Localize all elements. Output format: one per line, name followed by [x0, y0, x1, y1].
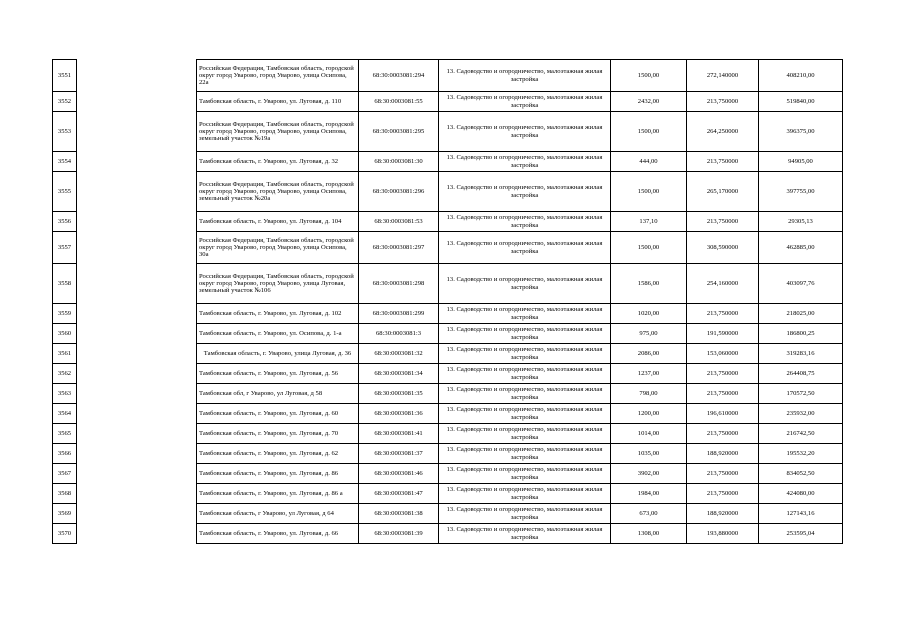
table-row [53, 60, 843, 92]
cadastral-number-cell: 68:30:0003081:296 [359, 172, 439, 212]
area-cell: 444,00 [611, 152, 687, 172]
table-row [53, 232, 843, 264]
land-use-cell: 13. Садоводство и огородничество, малоэтажная жилая застройка [439, 344, 611, 364]
cadastral-value-cell: 424080,00 [759, 484, 843, 504]
spacer-cell [77, 344, 197, 364]
area-cell: 1014,00 [611, 424, 687, 444]
cadastral-value-cell: 127143,16 [759, 504, 843, 524]
specific-value-cell: 153,060000 [687, 344, 759, 364]
area-cell: 1035,00 [611, 444, 687, 464]
cadastral-number-cell: 68:30:0003081:36 [359, 404, 439, 424]
address-cell: Тамбовская обл, г Уварово, ул Луговая, д 58 [197, 384, 359, 404]
area-cell: 1200,00 [611, 404, 687, 424]
area-cell: 1020,00 [611, 304, 687, 324]
table-row [53, 152, 843, 172]
land-use-cell: 13. Садоводство и огородничество, малоэтажная жилая застройка [439, 92, 611, 112]
land-use-cell: 13. Садоводство и огородничество, малоэтажная жилая застройка [439, 424, 611, 444]
address-cell: Тамбовская область, г. Уварово, ул. Луговая, д. 60 [197, 404, 359, 424]
table-row [53, 172, 843, 212]
area-cell: 2432,00 [611, 92, 687, 112]
cadastral-value-cell: 218025,00 [759, 304, 843, 324]
specific-value-cell: 193,880000 [687, 524, 759, 544]
area-cell: 1500,00 [611, 232, 687, 264]
cadastral-number-cell: 68:30:0003081:294 [359, 60, 439, 92]
cadastral-number-cell: 68:30:0003081:41 [359, 424, 439, 444]
cadastral-value-cell: 519840,00 [759, 92, 843, 112]
cadastral-number-cell: 68:30:0003081:55 [359, 92, 439, 112]
land-use-cell: 13. Садоводство и огородничество, малоэтажная жилая застройка [439, 364, 611, 384]
spacer-cell [77, 152, 197, 172]
spacer-cell [77, 232, 197, 264]
area-cell: 798,00 [611, 384, 687, 404]
row-number-cell: 3560 [53, 324, 77, 344]
address-cell: Российская Федерация, Тамбовская область, городской округ город Уварово, город Уварово, улица Осипова, 30а [197, 232, 359, 264]
land-use-cell: 13. Садоводство и огородничество, малоэтажная жилая застройка [439, 524, 611, 544]
row-number-cell: 3552 [53, 92, 77, 112]
spacer-cell [77, 264, 197, 304]
cadastral-number-cell: 68:30:0003081:30 [359, 152, 439, 172]
specific-value-cell: 188,920000 [687, 444, 759, 464]
area-cell: 1500,00 [611, 60, 687, 92]
address-cell: Тамбовская область, г. Уварово, ул. Осипова, д. 1-а [197, 324, 359, 344]
area-cell: 975,00 [611, 324, 687, 344]
specific-value-cell: 213,750000 [687, 424, 759, 444]
address-cell: Российская Федерация, Тамбовская область, городской округ город Уварово, город Уварово, улица Осипова, земельный участок №20а [197, 172, 359, 212]
table-row [53, 212, 843, 232]
specific-value-cell: 191,590000 [687, 324, 759, 344]
cadastral-number-cell: 68:30:0003081:3 [359, 324, 439, 344]
specific-value-cell: 213,750000 [687, 484, 759, 504]
specific-value-cell: 213,750000 [687, 212, 759, 232]
land-use-cell: 13. Садоводство и огородничество, малоэтажная жилая застройка [439, 484, 611, 504]
table-row [53, 424, 843, 444]
cadastral-value-cell: 264408,75 [759, 364, 843, 384]
area-cell: 2086,00 [611, 344, 687, 364]
spacer-cell [77, 404, 197, 424]
area-cell: 1500,00 [611, 112, 687, 152]
table-row [53, 112, 843, 152]
address-cell: Тамбовская область, г. Уварово, ул. Луговая, д. 32 [197, 152, 359, 172]
specific-value-cell: 213,750000 [687, 92, 759, 112]
cadastral-value-cell: 408210,00 [759, 60, 843, 92]
cadastral-value-cell: 319283,16 [759, 344, 843, 364]
specific-value-cell: 213,750000 [687, 152, 759, 172]
specific-value-cell: 188,920000 [687, 504, 759, 524]
land-use-cell: 13. Садоводство и огородничество, малоэтажная жилая застройка [439, 112, 611, 152]
row-number-cell: 3565 [53, 424, 77, 444]
table-row [53, 504, 843, 524]
area-cell: 1984,00 [611, 484, 687, 504]
row-number-cell: 3567 [53, 464, 77, 484]
cadastral-number-cell: 68:30:0003081:34 [359, 364, 439, 384]
row-number-cell: 3555 [53, 172, 77, 212]
cadastral-value-cell: 403097,76 [759, 264, 843, 304]
spacer-cell [77, 464, 197, 484]
cadastral-value-cell: 834052,50 [759, 464, 843, 484]
specific-value-cell: 308,590000 [687, 232, 759, 264]
row-number-cell: 3569 [53, 504, 77, 524]
row-number-cell: 3563 [53, 384, 77, 404]
area-cell: 1237,00 [611, 364, 687, 384]
cadastral-number-cell: 68:30:0003081:32 [359, 344, 439, 364]
row-number-cell: 3557 [53, 232, 77, 264]
cadastral-value-cell: 396375,00 [759, 112, 843, 152]
spacer-cell [77, 364, 197, 384]
spacer-cell [77, 484, 197, 504]
row-number-cell: 3568 [53, 484, 77, 504]
cadastral-number-cell: 68:30:0003081:295 [359, 112, 439, 152]
table-row [53, 364, 843, 384]
land-use-cell: 13. Садоводство и огородничество, малоэтажная жилая застройка [439, 384, 611, 404]
address-cell: Российская Федерация, Тамбовская область, городской округ город Уварово, город Уварово, улица Осипова, земельный участок №19а [197, 112, 359, 152]
land-use-cell: 13. Садоводство и огородничество, малоэтажная жилая застройка [439, 212, 611, 232]
land-use-cell: 13. Садоводство и огородничество, малоэтажная жилая застройка [439, 444, 611, 464]
spacer-cell [77, 324, 197, 344]
address-cell: Тамбовская область, г. Уварово, ул. Луговая, д. 62 [197, 444, 359, 464]
area-cell: 673,00 [611, 504, 687, 524]
table-row [53, 344, 843, 364]
land-use-cell: 13. Садоводство и огородничество, малоэтажная жилая застройка [439, 264, 611, 304]
spacer-cell [77, 384, 197, 404]
address-cell: Тамбовская область, г. Уварово, ул. Луговая, д. 56 [197, 364, 359, 384]
table-row [53, 404, 843, 424]
specific-value-cell: 254,160000 [687, 264, 759, 304]
specific-value-cell: 196,610000 [687, 404, 759, 424]
address-cell: Тамбовская область, г Уварово, ул Луговая, д 64 [197, 504, 359, 524]
land-use-cell: 13. Садоводство и огородничество, малоэтажная жилая застройка [439, 152, 611, 172]
table-row [53, 384, 843, 404]
area-cell: 137,10 [611, 212, 687, 232]
row-number-cell: 3551 [53, 60, 77, 92]
spacer-cell [77, 112, 197, 152]
spacer-cell [77, 444, 197, 464]
cadastral-number-cell: 68:30:0003081:299 [359, 304, 439, 324]
specific-value-cell: 213,750000 [687, 304, 759, 324]
address-cell: Тамбовская область, г. Уварово, ул. Луговая, д. 104 [197, 212, 359, 232]
cadastral-number-cell: 68:30:0003081:37 [359, 444, 439, 464]
address-cell: Тамбовская область, г. Уварово, ул. Луговая, д. 86 а [197, 484, 359, 504]
cadastral-value-cell: 397755,00 [759, 172, 843, 212]
cadastral-number-cell: 68:30:0003081:46 [359, 464, 439, 484]
land-use-cell: 13. Садоводство и огородничество, малоэтажная жилая застройка [439, 232, 611, 264]
table-row [53, 264, 843, 304]
land-plot-register-table [52, 59, 843, 544]
cadastral-value-cell: 29305,13 [759, 212, 843, 232]
row-number-cell: 3564 [53, 404, 77, 424]
spacer-cell [77, 60, 197, 92]
area-cell: 1586,00 [611, 264, 687, 304]
table-row [53, 464, 843, 484]
row-number-cell: 3561 [53, 344, 77, 364]
cadastral-number-cell: 68:30:0003081:47 [359, 484, 439, 504]
table-row [53, 324, 843, 344]
cadastral-number-cell: 68:30:0003081:298 [359, 264, 439, 304]
table-row [53, 524, 843, 544]
row-number-cell: 3570 [53, 524, 77, 544]
cadastral-value-cell: 235932,00 [759, 404, 843, 424]
address-cell: Российская Федерация, Тамбовская область, городской округ город Уварово, город Уварово, улица Луговая, земельный участок №106 [197, 264, 359, 304]
row-number-cell: 3558 [53, 264, 77, 304]
area-cell: 3902,00 [611, 464, 687, 484]
specific-value-cell: 213,750000 [687, 364, 759, 384]
specific-value-cell: 264,250000 [687, 112, 759, 152]
row-number-cell: 3566 [53, 444, 77, 464]
land-use-cell: 13. Садоводство и огородничество, малоэтажная жилая застройка [439, 504, 611, 524]
spacer-cell [77, 304, 197, 324]
specific-value-cell: 213,750000 [687, 464, 759, 484]
row-number-cell: 3559 [53, 304, 77, 324]
row-number-cell: 3556 [53, 212, 77, 232]
specific-value-cell: 272,140000 [687, 60, 759, 92]
row-number-cell: 3562 [53, 364, 77, 384]
spacer-cell [77, 504, 197, 524]
cadastral-number-cell: 68:30:0003081:38 [359, 504, 439, 524]
table-row [53, 484, 843, 504]
row-number-cell: 3554 [53, 152, 77, 172]
cadastral-number-cell: 68:30:0003081:39 [359, 524, 439, 544]
spacer-cell [77, 92, 197, 112]
spacer-cell [77, 212, 197, 232]
address-cell: Тамбовская область, г. Уварово, ул. Луговая, д. 102 [197, 304, 359, 324]
spacer-cell [77, 172, 197, 212]
cadastral-value-cell: 253595,04 [759, 524, 843, 544]
address-cell: Тамбовская область, г. Уварово, ул. Луговая, д. 70 [197, 424, 359, 444]
spacer-cell [77, 424, 197, 444]
land-use-cell: 13. Садоводство и огородничество, малоэтажная жилая застройка [439, 404, 611, 424]
address-cell: Тамбовская область, г. Уварово, улица Луговая, д. 36 [197, 344, 359, 364]
cadastral-value-cell: 94905,00 [759, 152, 843, 172]
cadastral-number-cell: 68:30:0003081:297 [359, 232, 439, 264]
cadastral-value-cell: 216742,50 [759, 424, 843, 444]
address-cell: Тамбовская область, г. Уварово, ул. Луговая, д. 86 [197, 464, 359, 484]
cadastral-number-cell: 68:30:0003081:53 [359, 212, 439, 232]
address-cell: Тамбовская область, г. Уварово, ул. Луговая, д. 110 [197, 92, 359, 112]
table-body [53, 60, 843, 544]
address-cell: Тамбовская область, г. Уварово, ул. Луговая, д. 66 [197, 524, 359, 544]
cadastral-value-cell: 462885,00 [759, 232, 843, 264]
cadastral-value-cell: 170572,50 [759, 384, 843, 404]
area-cell: 1308,00 [611, 524, 687, 544]
land-use-cell: 13. Садоводство и огородничество, малоэтажная жилая застройка [439, 172, 611, 212]
cadastral-value-cell: 186800,25 [759, 324, 843, 344]
address-cell: Российская Федерация, Тамбовская область, городской округ город Уварово, город Уварово, улица Осипова, 22а [197, 60, 359, 92]
cadastral-number-cell: 68:30:0003081:35 [359, 384, 439, 404]
land-use-cell: 13. Садоводство и огородничество, малоэтажная жилая застройка [439, 464, 611, 484]
table-row [53, 304, 843, 324]
land-use-cell: 13. Садоводство и огородничество, малоэтажная жилая застройка [439, 304, 611, 324]
table-row [53, 444, 843, 464]
land-use-cell: 13. Садоводство и огородничество, малоэтажная жилая застройка [439, 60, 611, 92]
specific-value-cell: 265,170000 [687, 172, 759, 212]
land-use-cell: 13. Садоводство и огородничество, малоэтажная жилая застройка [439, 324, 611, 344]
row-number-cell: 3553 [53, 112, 77, 152]
cadastral-value-cell: 195532,20 [759, 444, 843, 464]
table-row [53, 92, 843, 112]
specific-value-cell: 213,750000 [687, 384, 759, 404]
spacer-cell [77, 524, 197, 544]
area-cell: 1500,00 [611, 172, 687, 212]
